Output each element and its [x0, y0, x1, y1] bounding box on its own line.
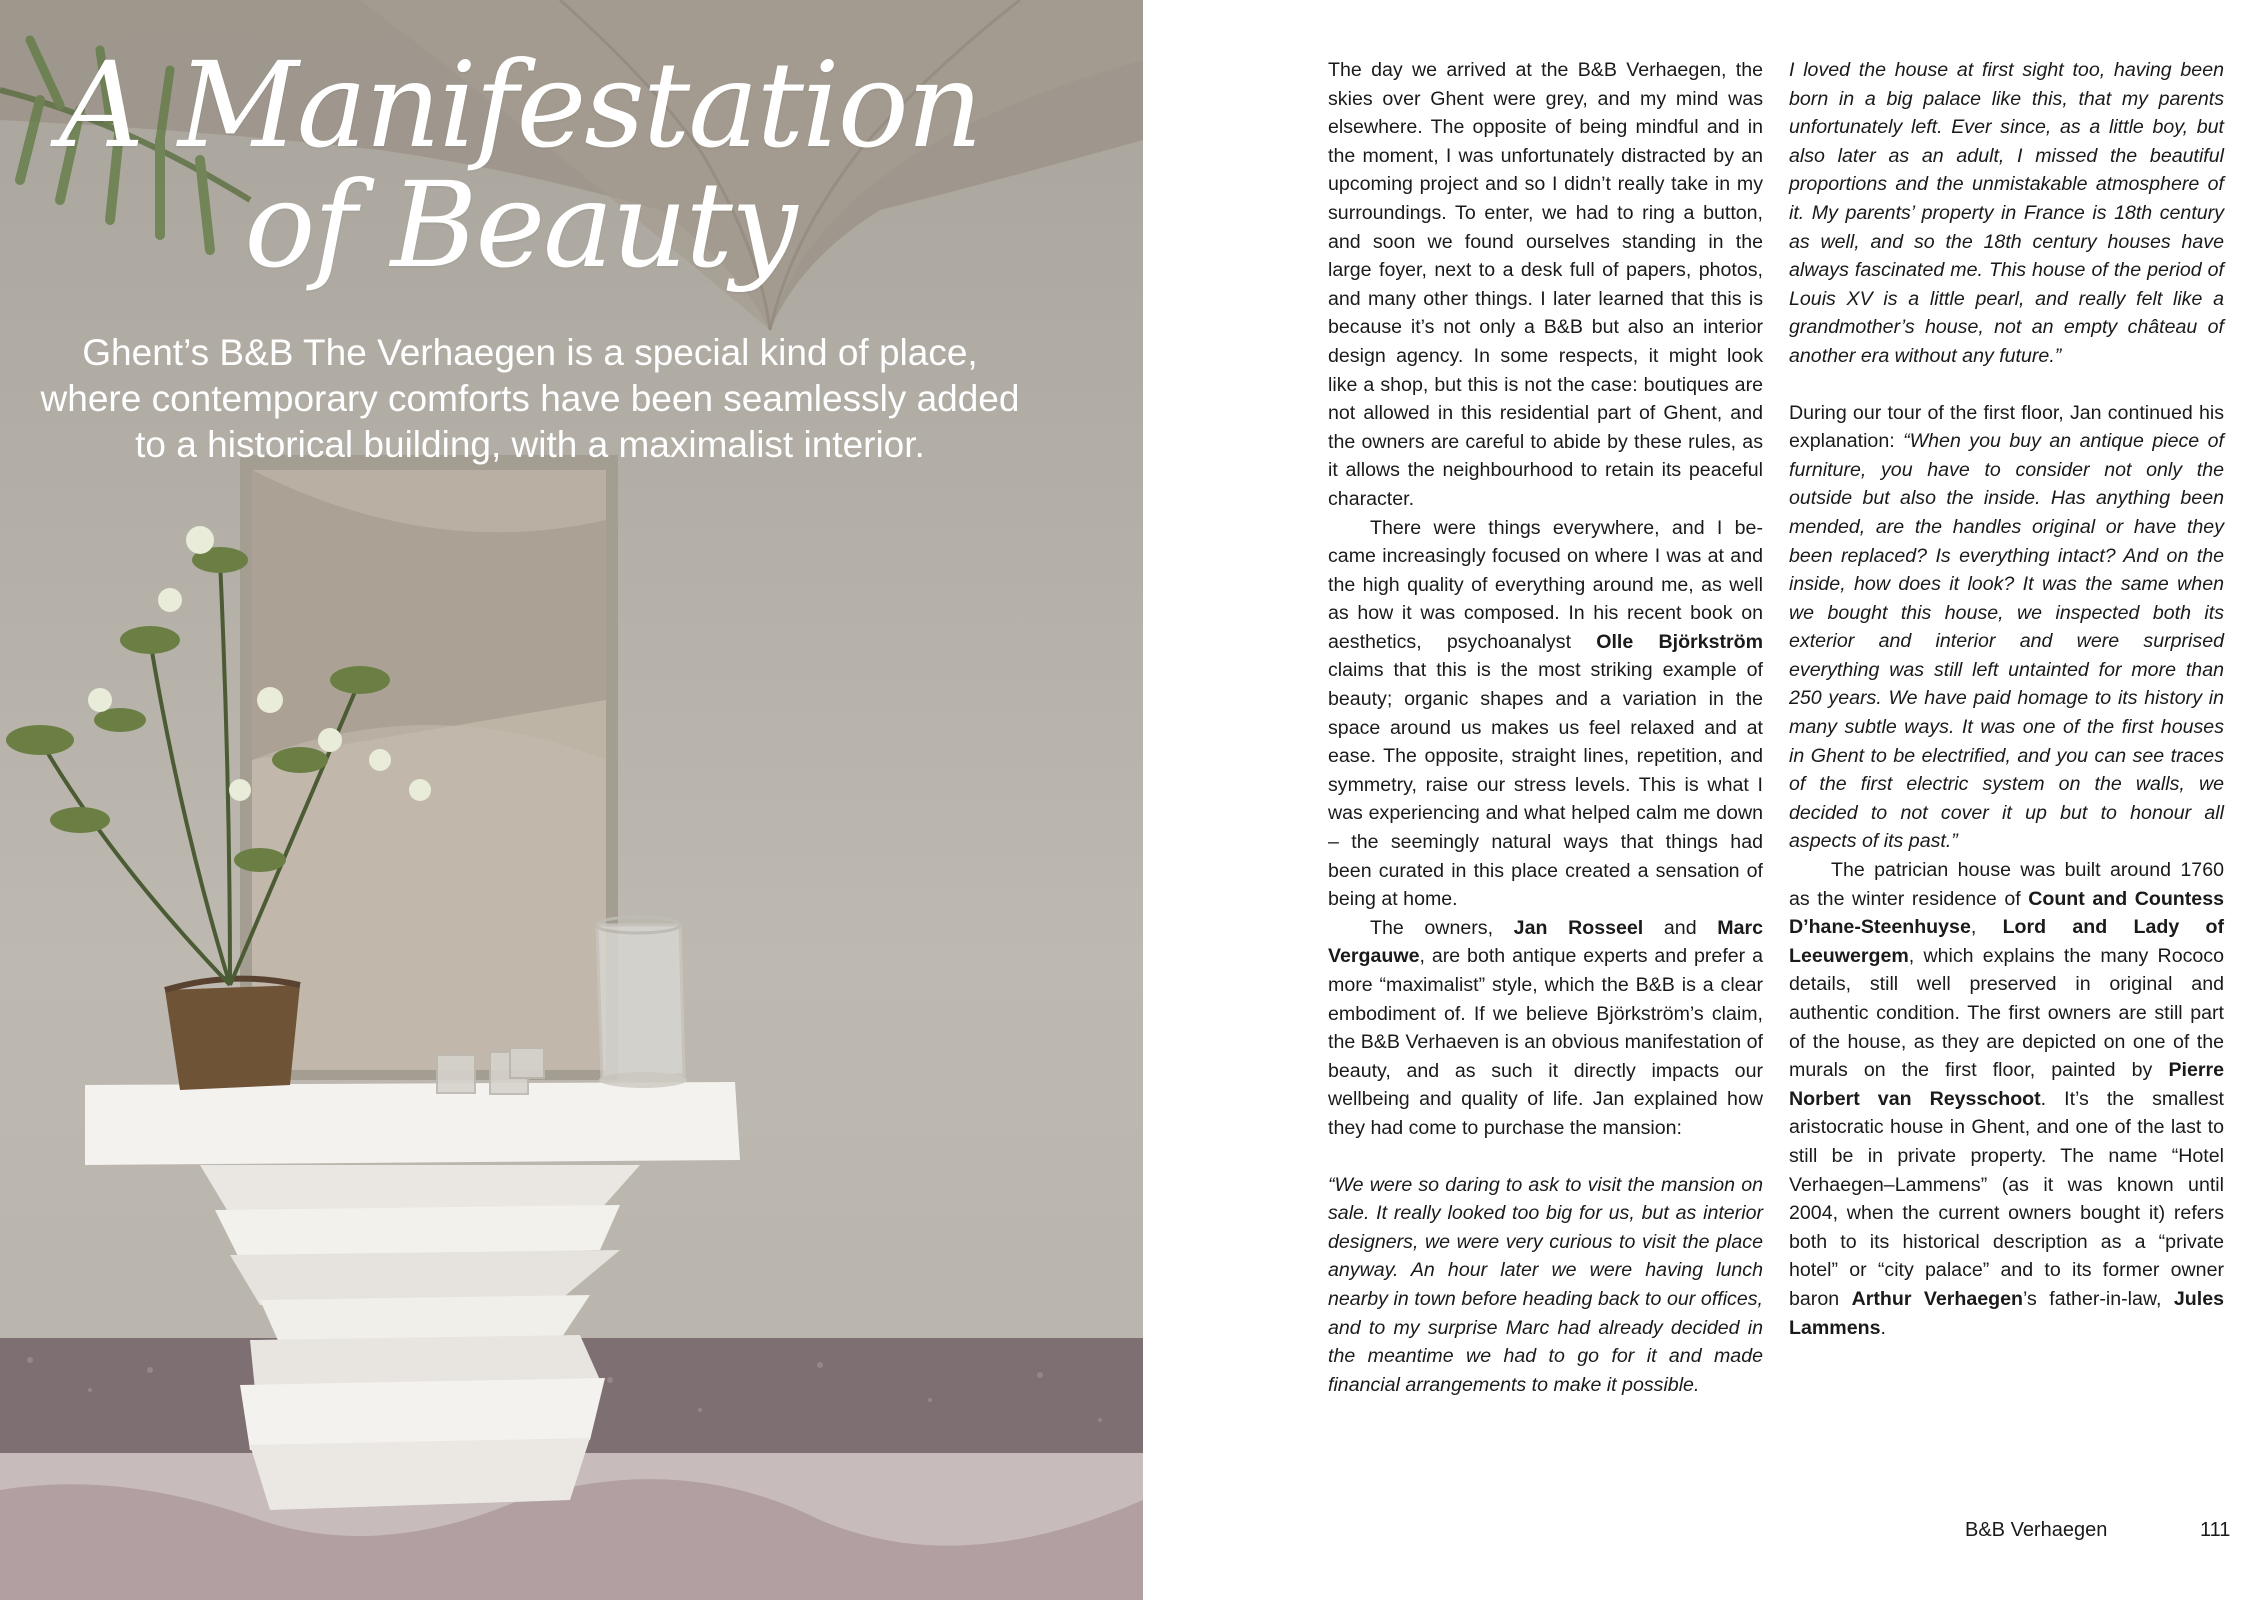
headline-line-2: of Beauty: [244, 156, 796, 294]
votive-glasses: [437, 1048, 544, 1094]
text-run: . It’s the smallest aristocratic house in Ghent, and one of the last to still be in private property. The name “Hotel Verhaegen–Lammens” (as it was known until 2004, when the current owners bought it) refers both to its historical description as a “private hotel” or “city palace” and to its former owner baron: [1789, 1087, 2224, 1310]
paragraph-beauty: [1328, 514, 1763, 914]
page-number: 111: [2200, 1519, 2231, 1541]
person-name: Marc Vergauwe: [1328, 916, 1763, 968]
quote-continuation: I loved the house at first sight too, having been born in a big palace like this, that my parents unfortunately left. Ever since, as a little boy, but also later as an adult, I missed the beautiful proportions and the unmistakable atmosphere of it. My parents’ property in France is 18th century as well, and so the 18th century houses have always fascinated me. This house of the period of Louis XV is a little pearl, and really felt like a grandmother’s house, not an empty château of another era without any future.”: [1789, 59, 2224, 367]
headline-line-1: A Manifestation: [59, 36, 981, 174]
text-run: ’s father-in-law,: [2023, 1287, 2174, 1310]
text-run: The patrician house was built around 1760 as the winter residence of: [1789, 859, 2224, 910]
text-run: The owners,: [1370, 916, 1514, 939]
person-name: Lord and Lady of Leeuwergem: [1789, 916, 2225, 967]
person-name: Pierre Norbert van Reysschoot: [1789, 1059, 2224, 1110]
article-headline: [0, 36, 1040, 294]
article-standfirst: Ghent’s B&B The Verhaegen is a special kind of place, where contemporary comforts have been seamlessly added to a historical building, with a maximalist interior.: [40, 332, 1020, 465]
glass-vase: [596, 917, 687, 1088]
body-column-2: [1789, 56, 2224, 1342]
text-run: claims that this is the most striking example of beauty; organic shapes and a variation in the space around us makes us feel relaxed and at ease. The opposite, straight lines, repetition, and symmetry, raise our stress levels. This is what I was experiencing and what helped calm me down – the seemingly natural ways that things had been curated in this place created a sensation of being at home.: [1328, 659, 1763, 911]
inline-quote: “When you buy an antique piece of furniture, you have to consider not only the outside but also the inside. Has anything been mended, are the handles original or have they been replaced? Is everything intact? And on the inside, how does it look? It was the same when we bought this house, we inspected both its exterior and interior and were surprised everything was still left untainted for more than 250 years. We have paid homage to its history in many subtle ways. It was one of the first houses in Ghent to be electrified, and you can see traces of the first electric system on the walls, we decided to not cover it up but to honour all aspects of its past.”: [1789, 430, 2224, 853]
paragraph-history: [1789, 856, 2224, 1342]
text-run: During our tour of the first floor, Jan continued his explanation:: [1789, 401, 2224, 453]
text-run: .: [1880, 1316, 1886, 1339]
person-name: Olle Björkström: [1596, 630, 1764, 653]
text-run: There were things everywhere, and I became increasingly focused on where I was at and the high quality of everything around me, as well as how it was composed. In his recent book on aesthetics, psychoanalyst: [1328, 516, 1763, 653]
text-run: and: [1643, 916, 1718, 939]
text-run: , which explains the many Rococo details, still well preserved in original and authentic condition. The first owners are still part of the house, as they are depicted on one of the murals on the first floor, painted by: [1789, 944, 2224, 1082]
person-name: Arthur Verhaegen: [1851, 1287, 2024, 1310]
paragraph-intro: The day we arrived at the B&B Verhaegen, the skies over Ghent were grey, and my mind was elsewhere. The opposite of being mindful and in the moment, I was unfortunately distracted by an upcoming project and so I didn’t really take in my surroundings. To enter, we had to ring a button, and soon we found ourselves standing in the large foyer, next to a desk full of papers, photos, and many other things. I later learned that this is because it’s not only a B&B but also an interior design agency. In some respects, it might look like a shop, but this is not the case: boutiques are not allowed in this residential part of Ghent, and the owners are careful to abide by these rules, as it allows the neighbourhood to retain its peaceful character.: [1328, 59, 1763, 510]
person-name: Jan Rosseel: [1513, 916, 1644, 939]
text-run: ,: [1970, 916, 2003, 939]
quote-paragraph: “We were so daring to ask to visit the mansion on sale. It really looked too big for us, but as interior designers, we were very curious to visit the place anyway. An hour later we were having lunch nearby in town before heading back to our offices, and to my surprise Marc had already decided in the meantime we had to go for it and made financial arrangements to make it possible.: [1328, 1173, 1763, 1396]
person-name: Count and Countess D’hane-Steenhuyse: [1789, 887, 2224, 939]
text-run: , are both antique experts and prefer a more “maximalist” style, which the B&B is a clear embodiment of. If we believe Björkström’s claim, the B&B Verhaeven is an obvious manifestation of beauty, and as such it directly impacts our wellbeing and quality of life. Jan explained how they had come to purchase the mansion:: [1328, 945, 1763, 1139]
paragraph-tour: [1789, 399, 2224, 857]
person-name: Jules Lammens: [1789, 1287, 2224, 1339]
running-footer-title: B&B Verhaegen: [1965, 1519, 2108, 1541]
body-column-1: [1328, 56, 1763, 1399]
paragraph-owners: [1328, 914, 1763, 1143]
